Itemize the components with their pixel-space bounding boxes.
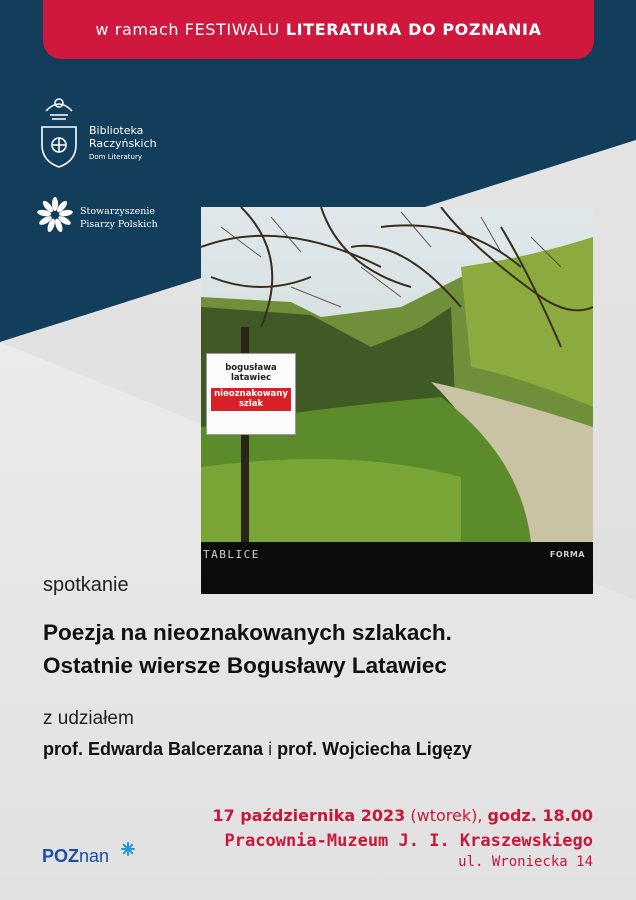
sign-title-line1: nieoznakowany bbox=[214, 389, 288, 399]
sign-title-box bbox=[210, 387, 292, 412]
event-address: ul. Wroniecka 14 bbox=[458, 854, 593, 870]
stowarzyszenie-logo bbox=[36, 196, 176, 236]
sign-author-line2: latawiec bbox=[230, 373, 272, 383]
book-cover bbox=[201, 207, 593, 594]
event-time: godz. 18.00 bbox=[487, 806, 593, 825]
event-title-line2: Ostatnie wiersze Bogusławy Latawiec bbox=[43, 653, 447, 678]
sign-author-line1: bogusława bbox=[225, 363, 277, 373]
biblioteka-raczynskich-logo bbox=[36, 93, 176, 171]
cover-series: TABLICE bbox=[203, 548, 260, 561]
guests-conjunction: i bbox=[268, 739, 273, 759]
cover-bottom-bar bbox=[201, 542, 593, 594]
banner-festival-name: LITERATURA DO POZNANIA bbox=[285, 20, 542, 39]
event-venue: Pracownia-Muzeum J. I. Kraszewskiego bbox=[224, 831, 593, 851]
sign-title-line2: szlak bbox=[238, 399, 264, 409]
guest-1: prof. Edwarda Balcerzana bbox=[43, 739, 264, 759]
guest-2: prof. Wojciecha Ligęzy bbox=[277, 739, 472, 759]
trail-sign bbox=[206, 353, 296, 435]
star-icon bbox=[121, 842, 135, 856]
cover-publisher: FORMA bbox=[549, 550, 585, 559]
event-weekday: (wtorek), bbox=[410, 806, 483, 825]
banner-prefix: w ramach FESTIWALU bbox=[95, 20, 280, 39]
event-type: spotkanie bbox=[43, 574, 129, 596]
event-date: 17 października 2023 bbox=[212, 806, 406, 825]
poznan-logo-part2: nan bbox=[79, 846, 110, 866]
guests-line bbox=[43, 739, 472, 760]
with-label: z udziałem bbox=[43, 708, 134, 729]
biblioteka-line1: Biblioteka bbox=[89, 124, 144, 137]
stowarzyszenie-line2: Pisarzy Polskich bbox=[80, 219, 158, 230]
poznan-logo-part1: POZ bbox=[42, 846, 80, 866]
event-date-line bbox=[212, 806, 593, 825]
crest-icon bbox=[36, 93, 82, 171]
event-title-line1: Poezja na nieoznakowanych szlakach. bbox=[43, 620, 452, 645]
poznan-logo bbox=[42, 846, 109, 867]
biblioteka-line2: Raczyńskich bbox=[89, 137, 157, 150]
biblioteka-line3: Dom Literatury bbox=[89, 153, 142, 161]
flower-icon bbox=[36, 196, 74, 234]
stowarzyszenie-line1: Stowarzyszenie bbox=[80, 206, 156, 217]
festival-banner bbox=[43, 0, 594, 59]
